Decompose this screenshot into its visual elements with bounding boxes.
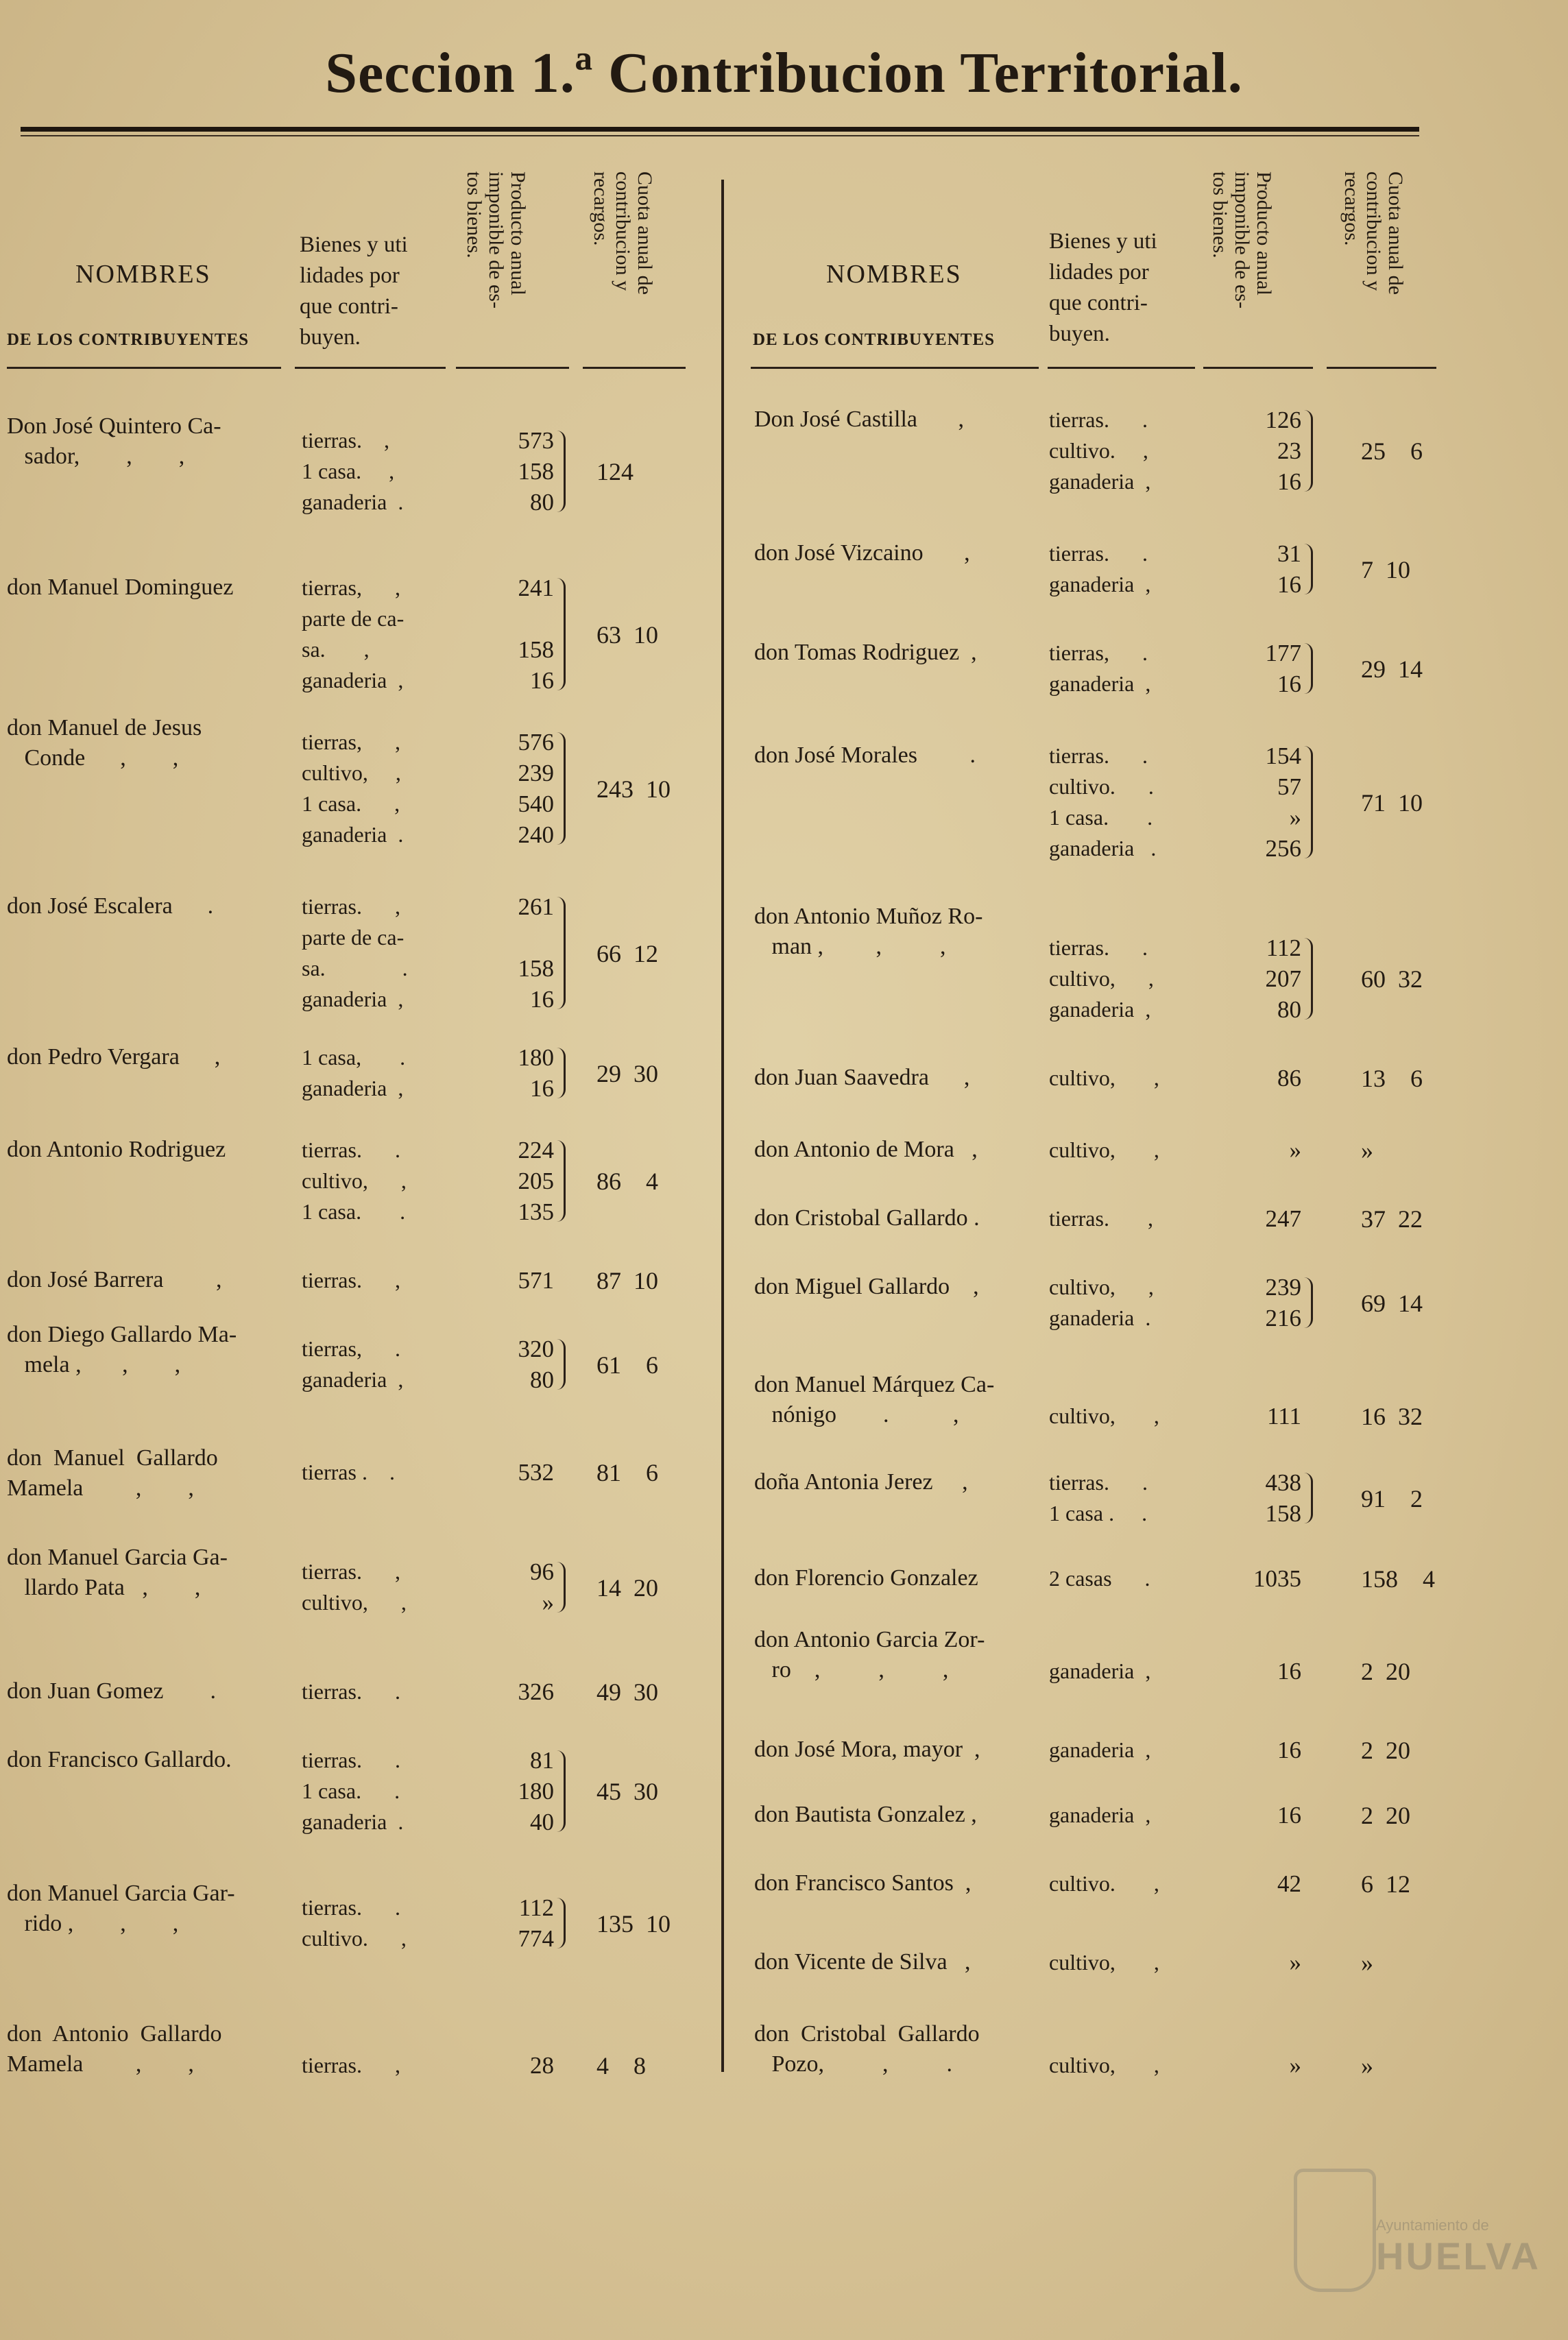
grouping-brace xyxy=(557,897,566,1009)
annual-product-values: 239 216 xyxy=(1265,1274,1301,1331)
property-list: cultivo, , ganaderia . xyxy=(1049,1275,1154,1330)
annual-product-values: 241 158 16 xyxy=(518,575,554,694)
property-list: ganaderia , xyxy=(1049,1802,1151,1827)
annual-quota: 14 20 xyxy=(596,1573,658,1602)
grouping-brace xyxy=(1304,544,1313,594)
title-rule-thin xyxy=(21,135,1419,136)
header-rule xyxy=(456,367,569,369)
header-producto: Producto anual imponible de es- tos bienes. xyxy=(463,171,529,309)
property-list: tierras . . xyxy=(302,1460,395,1484)
annual-quota: 61 6 xyxy=(596,1351,658,1379)
property-list: tierras, . ganaderia , xyxy=(302,1336,404,1392)
header-rule xyxy=(1203,367,1313,369)
annual-quota: 66 12 xyxy=(596,939,658,967)
property-list: ganaderia , xyxy=(1049,1658,1151,1683)
header-contribuyentes: DE LOS CONTRIBUYENTES xyxy=(753,330,996,349)
annual-product-values: 112 774 xyxy=(518,1894,554,1952)
annual-product-values: » xyxy=(1289,2052,1301,2079)
annual-product-values: 86 xyxy=(1277,1065,1301,1091)
grouping-brace xyxy=(557,1898,566,1949)
header-cuota: Cuota anual de contribucion y recargos. xyxy=(1340,171,1407,295)
contributor-name: don Miguel Gallardo , xyxy=(754,1274,979,1299)
column-divider xyxy=(721,180,724,2072)
annual-product-values: 438 158 xyxy=(1265,1469,1301,1527)
annual-quota: 86 4 xyxy=(596,1168,658,1195)
contributor-name: don Antonio Garcia Zor- ro , , , xyxy=(754,1627,985,1682)
annual-quota: 2 20 xyxy=(1361,1802,1410,1829)
header-cuota: Cuota anual de contribucion y recargos. xyxy=(590,171,656,295)
annual-product-values: 96 » xyxy=(530,1558,554,1616)
annual-quota: 71 10 xyxy=(1361,788,1423,817)
header-rule xyxy=(295,367,446,369)
annual-quota: 91 2 xyxy=(1361,1484,1423,1512)
annual-quota: 6 12 xyxy=(1361,1870,1410,1898)
annual-product-values: 320 80 xyxy=(518,1336,554,1393)
grouping-brace xyxy=(557,1140,566,1222)
grouping-brace xyxy=(557,732,566,845)
contributor-name: don Manuel Márquez Ca- nónigo . , xyxy=(754,1372,995,1427)
property-list: tierras. . cultivo. , xyxy=(302,1895,407,1951)
annual-product-values: 571 xyxy=(518,1267,554,1294)
annual-product-values: 573 158 80 xyxy=(518,427,554,516)
property-list: tierras. , cultivo, , xyxy=(302,1559,407,1615)
contributor-name: don Manuel Dominguez xyxy=(7,575,234,600)
contributor-name: doña Antonia Jerez , xyxy=(754,1469,968,1495)
header-rule xyxy=(583,367,686,369)
grouping-brace xyxy=(557,1562,566,1613)
annual-product-values: 16 xyxy=(1277,1802,1301,1829)
header-rule xyxy=(1327,367,1436,369)
contributor-name: don José Vizcaino , xyxy=(754,540,970,566)
annual-quota: 29 30 xyxy=(596,1059,658,1087)
annual-product-values: 81 180 40 xyxy=(518,1747,554,1835)
annual-product-values: 180 16 xyxy=(518,1044,554,1102)
header-rule xyxy=(751,367,1039,369)
annual-quota: 135 10 xyxy=(596,1909,671,1938)
watermark-stamp: Ayuntamiento de HUELVA xyxy=(1294,2169,1520,2313)
annual-product-values: 177 16 xyxy=(1265,640,1301,697)
annual-product-values: 111 xyxy=(1267,1403,1301,1430)
annual-quota: 60 32 xyxy=(1361,965,1423,993)
contributor-name: don José Morales . xyxy=(754,743,976,768)
property-list: tierras. , parte de ca- sa. . ganaderia , xyxy=(302,894,408,1011)
annual-product-values: 126 23 16 xyxy=(1265,407,1301,495)
grouping-brace xyxy=(557,1339,566,1390)
annual-quota: 124 xyxy=(596,458,634,485)
property-list: tierras. , xyxy=(302,2053,400,2077)
header-nombres: NOMBRES xyxy=(826,260,962,289)
grouping-brace xyxy=(1304,643,1313,694)
contributor-name: don Tomas Rodriguez , xyxy=(754,640,977,665)
header-producto: Producto anual imponible de es- tos bienes. xyxy=(1209,171,1275,309)
grouping-brace xyxy=(1304,1473,1313,1523)
coat-of-arms-icon xyxy=(1294,2169,1376,2292)
annual-quota: 25 6 xyxy=(1361,437,1423,465)
property-list: cultivo, , xyxy=(1049,1403,1159,1428)
annual-quota: 29 14 xyxy=(1361,655,1423,683)
contributor-name: don Vicente de Silva , xyxy=(754,1949,971,1975)
header-bienes: Bienes y uti lidades por que contri- buyen. xyxy=(300,232,408,350)
contributor-name: don José Mora, mayor , xyxy=(754,1737,980,1762)
annual-product-values: » xyxy=(1289,1137,1301,1163)
annual-product-values: 1035 xyxy=(1253,1565,1301,1592)
property-list: cultivo, , xyxy=(1049,2053,1159,2077)
annual-quota: 87 10 xyxy=(596,1267,658,1294)
annual-product-values: 326 xyxy=(518,1678,554,1705)
annual-quota: 49 30 xyxy=(596,1678,658,1706)
property-list: tierras. . cultivo, , ganaderia , xyxy=(1049,935,1154,1022)
contributor-name: don Manuel Gallardo Mamela , , xyxy=(7,1445,218,1501)
grouping-brace xyxy=(1304,746,1313,858)
contributor-name: don Pedro Vergara , xyxy=(7,1044,221,1070)
property-list: tierras. . cultivo, , 1 casa. . xyxy=(302,1137,407,1224)
contributor-name: don Cristobal Gallardo . xyxy=(754,1205,980,1231)
annual-product-values: 16 xyxy=(1277,1658,1301,1685)
annual-quota: 16 32 xyxy=(1361,1403,1423,1430)
annual-product-values: 154 57 » 256 xyxy=(1265,743,1301,862)
contributor-name: don Antonio Rodriguez xyxy=(7,1137,226,1162)
annual-quota: 45 30 xyxy=(596,1778,658,1805)
annual-product-values: 532 xyxy=(518,1459,554,1486)
property-list: tierras. . cultivo. . 1 casa. . ganaderia . xyxy=(1049,743,1157,860)
annual-quota: 158 4 xyxy=(1361,1565,1435,1593)
property-list: cultivo. , xyxy=(1049,1871,1159,1896)
annual-product-values: 31 16 xyxy=(1277,540,1301,598)
contributor-name: don Francisco Santos , xyxy=(754,1870,972,1896)
contributor-name: don Manuel Garcia Gar- rido , , , xyxy=(7,1881,235,1936)
contributor-name: don Diego Gallardo Ma- mela , , , xyxy=(7,1322,237,1377)
grouping-brace xyxy=(557,578,566,690)
property-list: tierras. , xyxy=(1049,1206,1153,1231)
contributor-name: don Juan Gomez . xyxy=(7,1678,217,1704)
annual-quota: 13 6 xyxy=(1361,1065,1423,1092)
annual-product-values: 224 205 135 xyxy=(518,1137,554,1225)
header-rule xyxy=(1048,367,1195,369)
property-list: ganaderia , xyxy=(1049,1737,1151,1762)
contributor-name: don Bautista Gonzalez , xyxy=(754,1802,977,1827)
page-title: Seccion 1.ª Contribucion Territorial. xyxy=(325,41,1243,105)
annual-product-values: 576 239 540 240 xyxy=(518,729,554,848)
contributor-name: don Cristobal Gallardo Pozo, , . xyxy=(754,2021,980,2077)
header-nombres: NOMBRES xyxy=(75,260,211,289)
annual-product-values: 261 158 16 xyxy=(518,893,554,1013)
property-list: cultivo, , xyxy=(1049,1065,1159,1090)
property-list: tierras. . xyxy=(302,1679,400,1704)
annual-product-values: » xyxy=(1289,1949,1301,1976)
contributor-name: don Antonio Muñoz Ro- man , , , xyxy=(754,904,983,959)
annual-quota: » xyxy=(1361,1137,1373,1164)
contributor-name: don José Escalera . xyxy=(7,893,214,919)
grouping-brace xyxy=(557,431,566,512)
annual-quota: 69 14 xyxy=(1361,1289,1423,1317)
contributor-name: don Manuel Garcia Ga- llardo Pata , , xyxy=(7,1545,228,1600)
contributor-name: Don José Quintero Ca- sador, , , xyxy=(7,413,221,469)
property-list: tierras. . 1 casa. . ganaderia . xyxy=(302,1748,404,1834)
contributor-name: don Manuel de Jesus Conde , , xyxy=(7,715,202,771)
annual-quota: » xyxy=(1361,1949,1373,1977)
annual-quota: 2 20 xyxy=(1361,1737,1410,1764)
annual-quota: 63 10 xyxy=(596,620,658,649)
grouping-brace xyxy=(1304,410,1313,492)
contributor-name: don Antonio Gallardo Mamela , , xyxy=(7,2021,222,2077)
annual-product-values: 112 207 80 xyxy=(1265,934,1301,1023)
annual-quota: 4 8 xyxy=(596,2052,646,2079)
header-bienes: Bienes y uti lidades por que contri- buyen. xyxy=(1049,229,1157,346)
contributor-name: don Francisco Gallardo. xyxy=(7,1747,232,1772)
grouping-brace xyxy=(1304,938,1313,1020)
grouping-brace xyxy=(557,1750,566,1832)
property-list: tierras, . ganaderia , xyxy=(1049,640,1151,696)
annual-quota: 7 10 xyxy=(1361,555,1410,583)
contributor-name: Don José Castilla , xyxy=(754,407,964,432)
annual-product-values: 28 xyxy=(530,2052,554,2079)
property-list: tierras. . ganaderia , xyxy=(1049,541,1151,596)
grouping-brace xyxy=(557,1048,566,1098)
annual-quota: 81 6 xyxy=(596,1459,658,1486)
property-list: tierras. , xyxy=(302,1268,400,1292)
annual-quota: 37 22 xyxy=(1361,1205,1423,1233)
property-list: tierras. . cultivo. , ganaderia , xyxy=(1049,407,1151,494)
property-list: cultivo, , xyxy=(1049,1950,1159,1975)
header-rule xyxy=(7,367,281,369)
annual-product-values: 42 xyxy=(1277,1870,1301,1897)
property-list: tierras. , 1 casa. , ganaderia . xyxy=(302,428,404,514)
contributor-name: don Juan Saavedra , xyxy=(754,1065,970,1090)
annual-product-values: 247 xyxy=(1265,1205,1301,1232)
annual-quota: 2 20 xyxy=(1361,1658,1410,1685)
property-list: tierras, , parte de ca- sa. , ganaderia , xyxy=(302,575,405,692)
property-list: cultivo, , xyxy=(1049,1137,1159,1162)
property-list: 1 casa, . ganaderia , xyxy=(302,1045,406,1100)
property-list: tierras, , cultivo, , 1 casa. , ganaderia . xyxy=(302,729,404,847)
annual-quota: 243 10 xyxy=(596,775,671,803)
title-rule xyxy=(21,127,1419,132)
property-list: tierras. . 1 casa . . xyxy=(1049,1470,1148,1525)
contributor-name: don Florencio Gonzalez xyxy=(754,1565,978,1591)
annual-product-values: 16 xyxy=(1277,1737,1301,1763)
header-contribuyentes: DE LOS CONTRIBUYENTES xyxy=(7,330,250,349)
annual-quota: » xyxy=(1361,2052,1373,2079)
property-list: 2 casas . xyxy=(1049,1566,1150,1591)
contributor-name: don Antonio de Mora , xyxy=(754,1137,978,1162)
contributor-name: don José Barrera , xyxy=(7,1267,222,1292)
grouping-brace xyxy=(1304,1277,1313,1328)
